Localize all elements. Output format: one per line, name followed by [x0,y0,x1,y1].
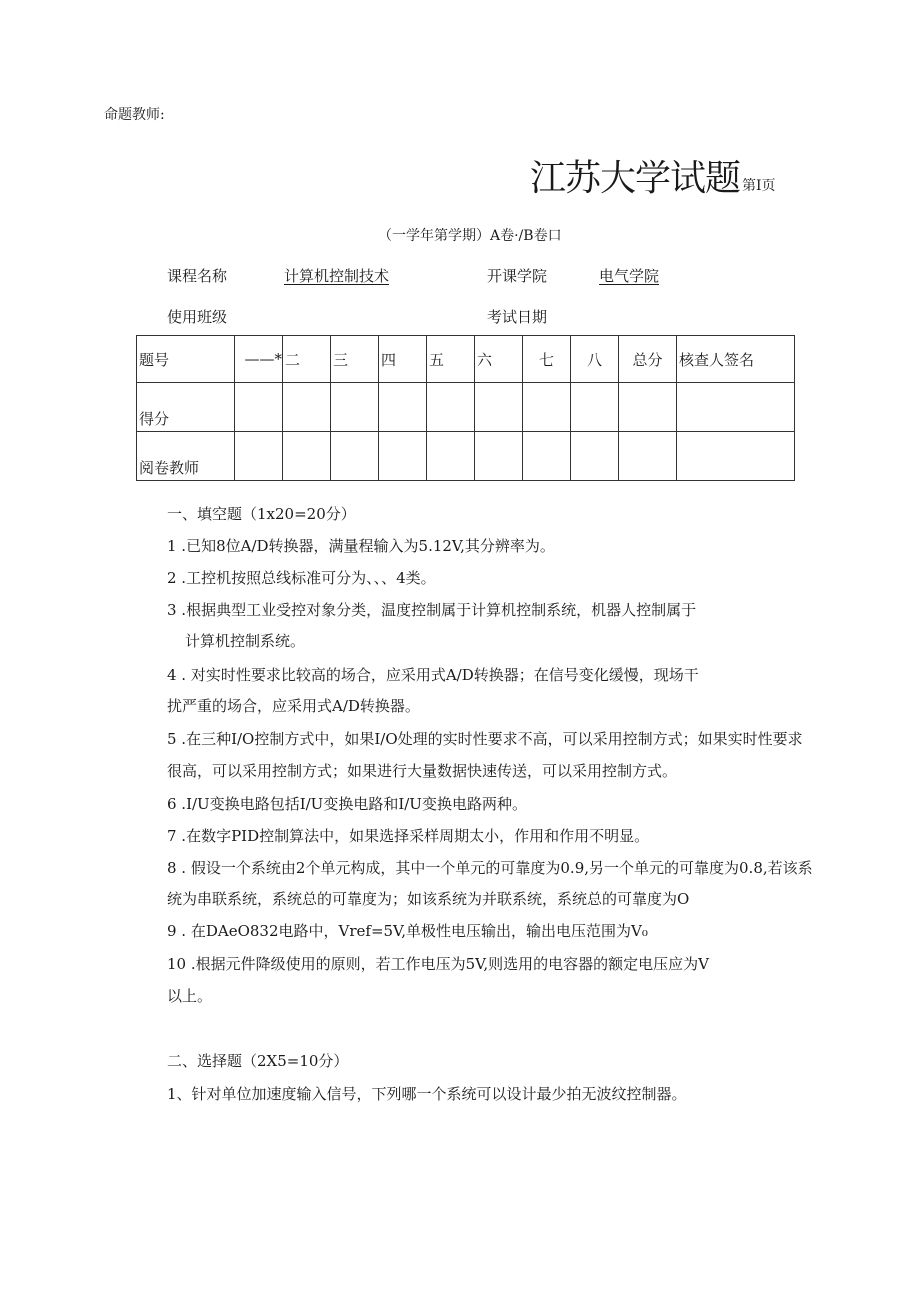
question-line: 扰严重的场合，应采用式A/D转换器。 [167,697,420,715]
grader-row [137,432,795,481]
header-cell-8: 八 [571,336,619,383]
grader-cell[interactable] [283,432,331,481]
grader-cell[interactable] [475,432,523,481]
header-cell-question-no: 题号 [137,336,235,383]
question-line: 4 . 对实时性要求比较高的场合，应采用式A/D转换器；在信号变化缓慢，现场干 [167,666,699,684]
grader-cell[interactable] [571,432,619,481]
section1-title: 一、填空题（1x20=20分） [167,505,356,523]
score-row [137,383,795,432]
question-line: 9 . 在DAeO832电路中，Vref=5V,单极性电压输出，输出电压范围为V₀ [167,922,648,940]
question-line: 1、针对单位加速度输入信号，下列哪一个系统可以设计最少拍无波纹控制器。 [167,1085,687,1103]
header-cell-total: 总分 [619,336,677,383]
score-cell[interactable] [283,383,331,432]
college-label: 开课学院 [487,267,548,285]
course-label: 课程名称 [167,267,228,285]
score-cell[interactable] [235,383,283,432]
row-label-score: 得分 [137,383,235,432]
exam-title-block [530,150,776,201]
grader-cell[interactable] [379,432,427,481]
score-cell[interactable] [677,383,795,432]
semester-line: （一学年第学期）A卷·/B卷口 [378,228,562,244]
question-line: 5 .在三种I/O控制方式中，如果I/O处理的实时性要求不高，可以采用控制方式；如果实时性要求 [167,730,803,748]
course-value: 计算机控制技术 [284,267,390,285]
header-cell-5: 五 [427,336,475,383]
score-cell[interactable] [475,383,523,432]
section2-title: 二、选择题（2X5=10分） [167,1052,349,1070]
score-cell[interactable] [331,383,379,432]
exam-title: 江苏大学试题 [530,158,741,199]
header-cell-2: 二 [283,336,331,383]
question-line: 很高，可以采用控制方式；如果进行大量数据快速传送，可以采用控制方式。 [167,762,678,780]
grader-cell[interactable] [677,432,795,481]
grader-cell[interactable] [235,432,283,481]
question-line: 3 .根据典型工业受控对象分类，温度控制属于计算机控制系统，机器人控制属于 [167,601,697,619]
score-table-header-row [137,336,795,383]
grader-cell[interactable] [523,432,571,481]
question-line: 8 . 假设一个系统由2个单元构成，其中一个单元的可靠度为0.9,另一个单元的可靠度为0.8,若该系 [167,859,813,877]
question-line: 7 .在数字PID控制算法中，如果选择采样周期太小，作用和作用不明显。 [167,827,650,845]
college-value: 电气学院 [599,267,660,285]
row-label-grader: 阅卷教师 [137,432,235,481]
header-cell-checker-signature: 核查人签名 [677,336,795,383]
page-number: 第I页 [742,178,776,194]
question-line: 6 .I/U变换电路包括I/U变换电路和I/U变换电路两种。 [167,795,527,813]
header-cell-1: ——* [235,336,283,383]
header-cell-3: 三 [331,336,379,383]
question-line: 统为串联系统，系统总的可靠度为；如该系统为并联系统，系统总的可靠度为O [167,890,690,908]
score-table [136,335,795,481]
question-line: 1 .已知8位A/D转换器，满量程输入为5.12V,其分辨率为。 [167,537,555,555]
grader-cell[interactable] [619,432,677,481]
class-label: 使用班级 [167,308,228,326]
header-cell-4: 四 [379,336,427,383]
grader-cell[interactable] [427,432,475,481]
score-cell[interactable] [523,383,571,432]
header-cell-6: 六 [475,336,523,383]
exam-date-label: 考试日期 [487,308,548,326]
grader-cell[interactable] [331,432,379,481]
question-line: 以上。 [167,987,213,1005]
score-cell[interactable] [427,383,475,432]
proposer-label: 命题教师: [104,107,165,123]
score-cell[interactable] [571,383,619,432]
score-cell[interactable] [379,383,427,432]
score-cell[interactable] [619,383,677,432]
question-line: 2 .工控机按照总线标准可分为、、、4类。 [167,569,436,587]
header-cell-7: 七 [523,336,571,383]
question-line: 计算机控制系统。 [185,632,306,650]
question-line: 10 .根据元件降级使用的原则，若工作电压为5V,则选用的电容器的额定电压应为V [167,955,709,973]
